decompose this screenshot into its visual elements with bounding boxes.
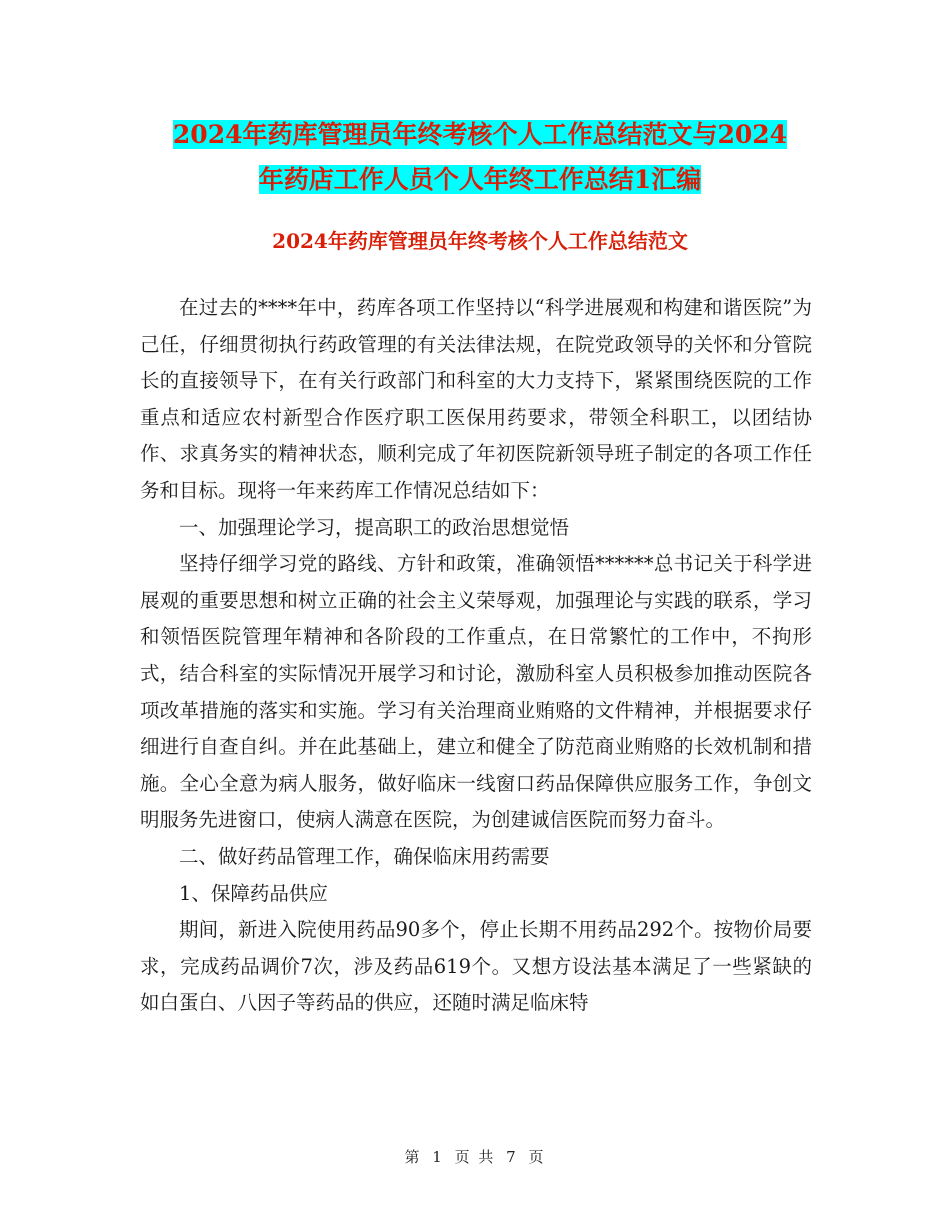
document-body bbox=[140, 290, 812, 1022]
footer-mid: 页 共 bbox=[454, 1148, 496, 1166]
title-line-1: 2024年药库管理员年终考核个人工作总结范文与2024 bbox=[172, 120, 788, 149]
footer-suffix: 页 bbox=[528, 1148, 546, 1166]
paragraph-subsection-1: 期间，新进入院使用药品90多个，停止长期不用药品292个。按物价局要求，完成药品调价7次，涉及药品619个。又想方设法基本满足了一些紧缺的如白蛋白、八因子等药品的供应，还随时满足临床特 bbox=[140, 918, 812, 1015]
document-title bbox=[140, 112, 820, 202]
heading-subsection-1: 1、保障药品供应 bbox=[179, 881, 328, 905]
paragraph-section-1: 坚持仔细学习党的路线、方针和政策，准确领悟******总书记关于科学进展观的重要思想和树立正确的社会主义荣辱观，加强理论与实践的联系，学习和领悟医院管理年精神和各阶段的工作重点，在日常繁忙的工作中，不拘形式，结合科室的实际情况开展学习和讨论，激励科室人员积极参加推动医院各项改革措施的落实和实施。学习有关治理商业贿赂的文件精神，并根据要求仔细进行自查自纠。并在此基础上，建立和健全了防范商业贿赂的长效机制和措施。全心全意为病人服务，做好临床一线窗口药品保障供应服务工作，争创文明服务先进窗口，使病人满意在医院，为创建诚信医院而努力奋斗。 bbox=[140, 552, 812, 832]
footer-prefix: 第 bbox=[404, 1148, 422, 1166]
page-footer bbox=[0, 1146, 950, 1167]
footer-total-pages: 7 bbox=[506, 1148, 518, 1166]
paragraph-intro: 在过去的****年中，药库各项工作坚持以“科学进展观和构建和谐医院”为己任，仔细贯彻执行药政管理的有关法律法规，在院党政领导的关怀和分管院长的直接领导下，在有关行政部门和科室的大力支持下，紧紧围绕医院的工作重点和适应农村新型合作医疗职工医保用药要求，带领全科职工，以团结协作、求真务实的精神状态，顺利完成了年初医院新领导班子制定的各项工作任务和目标。现将一年来药库工作情况总结如下： bbox=[140, 296, 812, 502]
footer-page-number: 1 bbox=[432, 1148, 444, 1166]
title-line-2: 年药店工作人员个人年终工作总结1汇编 bbox=[258, 165, 702, 194]
heading-section-2: 二、做好药品管理工作，确保临床用药需要 bbox=[179, 844, 550, 868]
section-title: 2024年药库管理员年终考核个人工作总结范文 bbox=[272, 229, 688, 253]
heading-section-1: 一、加强理论学习，提高职工的政治思想觉悟 bbox=[179, 515, 570, 539]
